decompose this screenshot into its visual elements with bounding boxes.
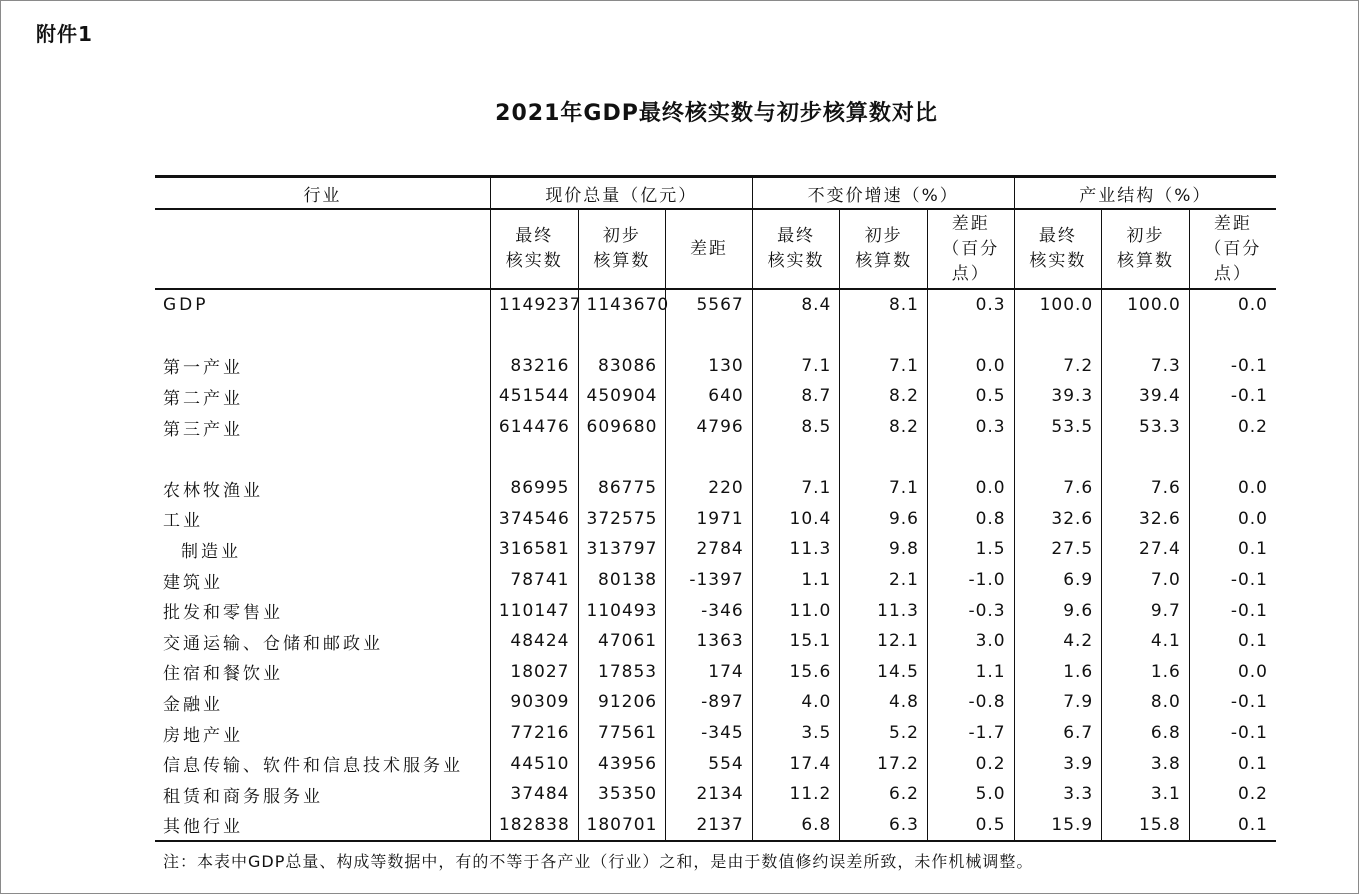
cell: -0.8 xyxy=(928,687,1015,718)
header-growth: 不变价增速（%） xyxy=(752,177,1014,210)
header-prelim-line1: 初步 xyxy=(864,226,903,246)
cell: 43956 xyxy=(578,748,666,779)
header-final-line1: 最终 xyxy=(515,226,554,246)
header-gap-pp-line2: （百分 xyxy=(1204,238,1262,259)
cell: 47061 xyxy=(578,626,666,657)
gdp-comparison-table xyxy=(155,175,1276,842)
row-label: 制造业 xyxy=(181,541,241,562)
cell: 9.6 xyxy=(840,504,928,535)
cell: 0.1 xyxy=(1189,534,1276,565)
cell: 110493 xyxy=(578,595,666,626)
cell: 8.4 xyxy=(752,289,840,320)
cell: 14.5 xyxy=(840,657,928,688)
cell: -0.1 xyxy=(1189,687,1276,718)
row-label: 第二产业 xyxy=(163,388,243,409)
cell: 0.5 xyxy=(928,810,1015,842)
header-gap: 差距 xyxy=(666,209,753,289)
cell: 8.0 xyxy=(1102,687,1190,718)
cell: -345 xyxy=(666,718,753,749)
header-gap-pp-line1: 差距 xyxy=(1213,213,1252,234)
cell: 8.2 xyxy=(840,381,928,412)
cell: 3.9 xyxy=(1014,748,1102,779)
table-row xyxy=(155,657,1276,688)
header-structure: 产业结构（%） xyxy=(1014,177,1276,210)
row-label: 房地产业 xyxy=(163,725,243,746)
table-row xyxy=(155,565,1276,596)
cell: 0.0 xyxy=(1189,289,1276,320)
cell: 7.6 xyxy=(1014,473,1102,504)
cell: 80138 xyxy=(578,565,666,596)
cell: 12.1 xyxy=(840,626,928,657)
cell: -0.1 xyxy=(1189,718,1276,749)
cell: 100.0 xyxy=(1102,289,1190,320)
cell: 0.5 xyxy=(928,381,1015,412)
cell: 15.6 xyxy=(752,657,840,688)
cell: 15.1 xyxy=(752,626,840,657)
cell: 78741 xyxy=(490,565,578,596)
table-row xyxy=(155,289,1276,320)
cell: 0.3 xyxy=(928,289,1015,320)
attachment-label: 附件1 xyxy=(36,22,93,46)
cell: 313797 xyxy=(578,534,666,565)
cell: 0.0 xyxy=(1189,473,1276,504)
cell: 1.1 xyxy=(752,565,840,596)
header-prelim-line2: 核算数 xyxy=(855,251,913,271)
table-row xyxy=(155,810,1276,842)
spacer-row xyxy=(155,442,1276,473)
header-final-line1: 最终 xyxy=(1038,226,1077,246)
cell: 27.4 xyxy=(1102,534,1190,565)
cell: 11.2 xyxy=(752,779,840,810)
cell: 1.6 xyxy=(1102,657,1190,688)
table-row xyxy=(155,626,1276,657)
cell: 2784 xyxy=(666,534,753,565)
cell: 372575 xyxy=(578,504,666,535)
cell: 614476 xyxy=(490,412,578,443)
cell: 8.7 xyxy=(752,381,840,412)
header-prelim-line1: 初步 xyxy=(602,226,641,246)
cell: 110147 xyxy=(490,595,578,626)
spacer-row xyxy=(155,320,1276,351)
cell: 2134 xyxy=(666,779,753,810)
cell: 11.3 xyxy=(752,534,840,565)
cell: 1363 xyxy=(666,626,753,657)
cell: 4796 xyxy=(666,412,753,443)
cell: 4.2 xyxy=(1014,626,1102,657)
cell: -0.1 xyxy=(1189,351,1276,382)
header-final-line2: 核实数 xyxy=(1029,251,1087,271)
cell: 4.1 xyxy=(1102,626,1190,657)
cell: 7.3 xyxy=(1102,351,1190,382)
cell: 0.3 xyxy=(928,412,1015,443)
cell: 86995 xyxy=(490,473,578,504)
header-prelim-line2: 核算数 xyxy=(593,251,651,271)
table-row xyxy=(155,595,1276,626)
cell: 44510 xyxy=(490,748,578,779)
cell: 2.1 xyxy=(840,565,928,596)
header-final xyxy=(752,209,840,289)
cell: 17.2 xyxy=(840,748,928,779)
cell: 3.5 xyxy=(752,718,840,749)
cell: 15.8 xyxy=(1102,810,1190,842)
cell: 8.5 xyxy=(752,412,840,443)
cell: 37484 xyxy=(490,779,578,810)
header-gap-pp-line1: 差距 xyxy=(951,213,990,234)
table-row xyxy=(155,718,1276,749)
cell: 9.8 xyxy=(840,534,928,565)
row-label: 信息传输、软件和信息技术服务业 xyxy=(163,756,463,777)
cell: -1397 xyxy=(666,565,753,596)
cell: 4.0 xyxy=(752,687,840,718)
cell: 0.1 xyxy=(1189,810,1276,842)
header-gap-pp xyxy=(1189,209,1276,289)
row-label: 租赁和商务服务业 xyxy=(163,786,323,807)
cell: 1143670 xyxy=(578,289,666,320)
table-row xyxy=(155,351,1276,382)
cell: 3.3 xyxy=(1014,779,1102,810)
cell: 7.6 xyxy=(1102,473,1190,504)
cell: 9.7 xyxy=(1102,595,1190,626)
row-label: 农林牧渔业 xyxy=(163,480,263,501)
cell: 27.5 xyxy=(1014,534,1102,565)
cell: 100.0 xyxy=(1014,289,1102,320)
header-final xyxy=(1014,209,1102,289)
cell: 77216 xyxy=(490,718,578,749)
cell: 5567 xyxy=(666,289,753,320)
cell: -1.0 xyxy=(928,565,1015,596)
cell: 1.6 xyxy=(1014,657,1102,688)
cell: 316581 xyxy=(490,534,578,565)
cell: 5.0 xyxy=(928,779,1015,810)
cell: 7.2 xyxy=(1014,351,1102,382)
cell: 0.0 xyxy=(1189,657,1276,688)
cell: 7.1 xyxy=(840,473,928,504)
row-label: 工业 xyxy=(163,511,203,532)
cell: -897 xyxy=(666,687,753,718)
cell: 39.3 xyxy=(1014,381,1102,412)
cell: 4.8 xyxy=(840,687,928,718)
cell: 91206 xyxy=(578,687,666,718)
table-row xyxy=(155,412,1276,443)
cell: 6.2 xyxy=(840,779,928,810)
cell: 8.2 xyxy=(840,412,928,443)
cell: 0.2 xyxy=(1189,412,1276,443)
table-row xyxy=(155,381,1276,412)
row-label: 批发和零售业 xyxy=(163,603,283,624)
cell: 1.1 xyxy=(928,657,1015,688)
cell: -0.1 xyxy=(1189,381,1276,412)
cell: 609680 xyxy=(578,412,666,443)
cell: 8.1 xyxy=(840,289,928,320)
cell: 174 xyxy=(666,657,753,688)
cell: 0.8 xyxy=(928,504,1015,535)
cell: 0.0 xyxy=(928,473,1015,504)
cell: 90309 xyxy=(490,687,578,718)
cell: 1.5 xyxy=(928,534,1015,565)
cell: 53.5 xyxy=(1014,412,1102,443)
header-prelim xyxy=(840,209,928,289)
cell: 6.8 xyxy=(752,810,840,842)
cell: 0.2 xyxy=(928,748,1015,779)
cell: 11.3 xyxy=(840,595,928,626)
row-label: 住宿和餐饮业 xyxy=(163,664,283,685)
row-label: 第三产业 xyxy=(163,419,243,440)
cell: -0.1 xyxy=(1189,595,1276,626)
cell: 32.6 xyxy=(1014,504,1102,535)
cell: 0.1 xyxy=(1189,748,1276,779)
row-label: 第一产业 xyxy=(163,358,243,379)
cell: 0.0 xyxy=(1189,504,1276,535)
cell: -0.3 xyxy=(928,595,1015,626)
row-label: 金融业 xyxy=(163,694,223,715)
table-row xyxy=(155,687,1276,718)
table-title: 2021年GDP最终核实数与初步核算数对比 xyxy=(495,101,938,126)
cell: 18027 xyxy=(490,657,578,688)
row-label: GDP xyxy=(163,295,209,315)
cell: 182838 xyxy=(490,810,578,842)
header-prelim xyxy=(578,209,666,289)
cell: 6.9 xyxy=(1014,565,1102,596)
header-final-line2: 核实数 xyxy=(505,251,563,271)
cell: 35350 xyxy=(578,779,666,810)
cell: 7.0 xyxy=(1102,565,1190,596)
cell: 374546 xyxy=(490,504,578,535)
header-gap-pp-line3: 点） xyxy=(1213,263,1252,284)
cell: 0.1 xyxy=(1189,626,1276,657)
table-row xyxy=(155,504,1276,535)
header-industry: 行业 xyxy=(155,177,490,210)
cell: 7.1 xyxy=(752,473,840,504)
table-row xyxy=(155,748,1276,779)
cell: 3.1 xyxy=(1102,779,1190,810)
cell: 77561 xyxy=(578,718,666,749)
cell: 17.4 xyxy=(752,748,840,779)
cell: 6.3 xyxy=(840,810,928,842)
cell: -0.1 xyxy=(1189,565,1276,596)
table-row xyxy=(155,534,1276,565)
cell: 7.9 xyxy=(1014,687,1102,718)
cell: 48424 xyxy=(490,626,578,657)
cell: 17853 xyxy=(578,657,666,688)
cell: 3.8 xyxy=(1102,748,1190,779)
header-final-line1: 最终 xyxy=(777,226,816,246)
cell: 640 xyxy=(666,381,753,412)
cell: 7.1 xyxy=(752,351,840,382)
header-gap-pp-line2: （百分 xyxy=(942,238,1000,259)
cell: 86775 xyxy=(578,473,666,504)
table-row xyxy=(155,473,1276,504)
row-label: 建筑业 xyxy=(163,572,223,593)
cell: 0.0 xyxy=(928,351,1015,382)
cell: 450904 xyxy=(578,381,666,412)
cell: 6.8 xyxy=(1102,718,1190,749)
cell: 1971 xyxy=(666,504,753,535)
row-label: 交通运输、仓储和邮政业 xyxy=(163,633,383,654)
cell: 83086 xyxy=(578,351,666,382)
header-prelim-line2: 核算数 xyxy=(1117,251,1175,271)
cell: 6.7 xyxy=(1014,718,1102,749)
cell: 10.4 xyxy=(752,504,840,535)
table-footnote: 注：本表中GDP总量、构成等数据中，有的不等于各产业（行业）之和，是由于数值修约误差所致，未作机械调整。 xyxy=(163,852,1034,871)
header-gap-pp-line3: 点） xyxy=(951,263,990,284)
cell: -346 xyxy=(666,595,753,626)
cell: 220 xyxy=(666,473,753,504)
cell: 130 xyxy=(666,351,753,382)
cell: 7.1 xyxy=(840,351,928,382)
cell: -1.7 xyxy=(928,718,1015,749)
cell: 1149237 xyxy=(490,289,578,320)
cell: 5.2 xyxy=(840,718,928,749)
cell: 3.0 xyxy=(928,626,1015,657)
header-prelim xyxy=(1102,209,1190,289)
header-industry-blank xyxy=(155,209,490,289)
cell: 9.6 xyxy=(1014,595,1102,626)
cell: 39.4 xyxy=(1102,381,1190,412)
cell: 15.9 xyxy=(1014,810,1102,842)
cell: 180701 xyxy=(578,810,666,842)
cell: 554 xyxy=(666,748,753,779)
cell: 2137 xyxy=(666,810,753,842)
table-row xyxy=(155,779,1276,810)
header-current-price: 现价总量（亿元） xyxy=(490,177,752,210)
row-label: 其他行业 xyxy=(155,810,490,842)
cell: 11.0 xyxy=(752,595,840,626)
cell: 32.6 xyxy=(1102,504,1190,535)
cell: 451544 xyxy=(490,381,578,412)
cell: 0.2 xyxy=(1189,779,1276,810)
cell: 53.3 xyxy=(1102,412,1190,443)
cell: 83216 xyxy=(490,351,578,382)
header-prelim-line1: 初步 xyxy=(1126,226,1165,246)
header-gap-pp xyxy=(928,209,1015,289)
header-final xyxy=(490,209,578,289)
header-final-line2: 核实数 xyxy=(767,251,825,271)
